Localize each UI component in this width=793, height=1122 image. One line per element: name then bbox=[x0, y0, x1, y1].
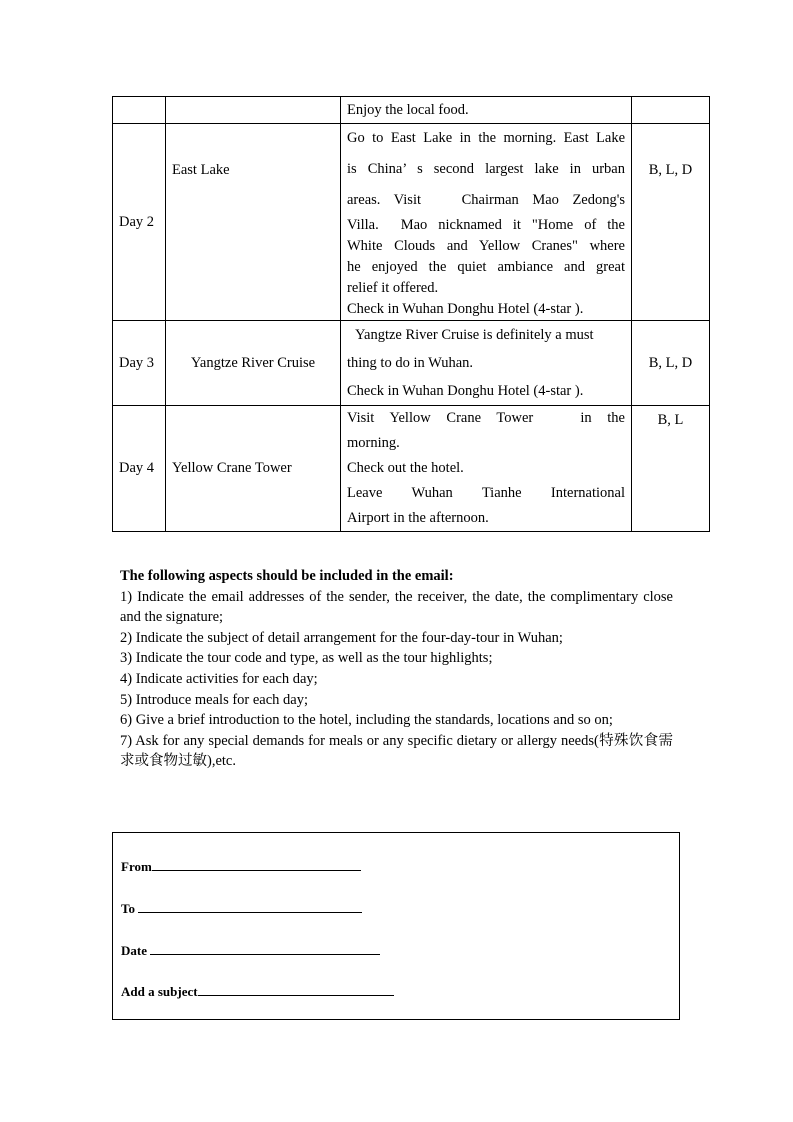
activities-cell bbox=[341, 321, 632, 406]
activity-line: is China’ s second largest lake in urban bbox=[347, 161, 625, 177]
requirement-item: 5) Introduce meals for each day; bbox=[120, 691, 309, 708]
activity-line: Visit Yellow Crane Tower in the bbox=[347, 410, 625, 426]
activity-line: relief it offered. bbox=[347, 280, 439, 296]
email-requirements bbox=[120, 566, 673, 772]
day-cell bbox=[113, 97, 166, 124]
place-cell bbox=[166, 97, 341, 124]
requirement-item: 4) Indicate activities for each day; bbox=[120, 670, 318, 687]
subject-field[interactable] bbox=[198, 982, 394, 996]
activity-line: Yangtze River Cruise is definitely a must bbox=[355, 327, 594, 343]
to-label: To bbox=[121, 901, 135, 916]
day-cell: Day 3 bbox=[113, 321, 166, 406]
activity-line: White Clouds and Yellow Cranes" where bbox=[347, 238, 625, 254]
requirement-item: 1) Indicate the email addresses of the sender, the receiver, the date, the complimentary close and the signature; bbox=[120, 588, 673, 626]
table-row bbox=[113, 124, 710, 321]
activity-line: Villa. Mao nicknamed it "Home of the bbox=[347, 217, 625, 233]
activity-line: Go to East Lake in the morning. East Lake bbox=[347, 130, 625, 146]
requirement-item: 3) Indicate the tour code and type, as well as the tour highlights; bbox=[120, 650, 493, 667]
meals-cell: B, L bbox=[632, 406, 710, 532]
activities-cell bbox=[341, 406, 632, 532]
from-row bbox=[121, 857, 361, 875]
date-row bbox=[121, 941, 380, 959]
from-label: From bbox=[121, 859, 152, 874]
to-row bbox=[121, 899, 362, 917]
itinerary-table bbox=[112, 96, 710, 532]
meals-cell: B, L, D bbox=[632, 124, 710, 321]
activity-line: Check out the hotel. bbox=[347, 460, 464, 476]
date-field[interactable] bbox=[150, 941, 380, 955]
activity-line: Check in Wuhan Donghu Hotel (4-star ). bbox=[347, 383, 584, 399]
activity-line: thing to do in Wuhan. bbox=[347, 355, 474, 371]
table-row bbox=[113, 406, 710, 532]
meals-cell: B, L, D bbox=[632, 321, 710, 406]
table-row bbox=[113, 321, 710, 406]
activity-line: Leave Wuhan Tianhe International bbox=[347, 485, 625, 501]
to-field[interactable] bbox=[138, 899, 362, 913]
requirements-heading: The following aspects should be included in the email: bbox=[120, 568, 454, 584]
requirement-item: 2) Indicate the subject of detail arrangement for the four-day-tour in Wuhan; bbox=[120, 629, 563, 646]
subject-label: Add a subject bbox=[121, 984, 198, 999]
email-form-box bbox=[112, 832, 680, 1020]
activity-line: morning. bbox=[347, 435, 400, 451]
activities-cell bbox=[341, 124, 632, 321]
date-label: Date bbox=[121, 943, 147, 958]
place-cell: Yangtze River Cruise bbox=[166, 321, 341, 406]
activity-line: areas. Visit Chairman Mao Zedong's bbox=[347, 192, 625, 208]
place-cell: Yellow Crane Tower bbox=[166, 406, 341, 532]
from-field[interactable] bbox=[152, 857, 361, 871]
day-cell: Day 4 bbox=[113, 406, 166, 532]
activity-line: Airport in the afternoon. bbox=[347, 510, 489, 526]
meals-cell bbox=[632, 97, 710, 124]
subject-row bbox=[121, 982, 394, 1000]
requirement-item: 7) Ask for any special demands for meals or any specific dietary or allergy needs(特殊饮食需求或食物过敏),etc. bbox=[120, 732, 673, 770]
activity-line: Check in Wuhan Donghu Hotel (4-star ). bbox=[347, 301, 584, 317]
requirement-item: 6) Give a brief introduction to the hotel, including the standards, locations and so on; bbox=[120, 712, 613, 729]
activity-line: he enjoyed the quiet ambiance and great bbox=[347, 259, 625, 275]
day-cell: Day 2 bbox=[113, 124, 166, 321]
activity-line: Enjoy the local food. bbox=[347, 101, 469, 118]
activities-cell bbox=[341, 97, 632, 124]
table-row bbox=[113, 97, 710, 124]
place-cell: East Lake bbox=[166, 124, 341, 321]
